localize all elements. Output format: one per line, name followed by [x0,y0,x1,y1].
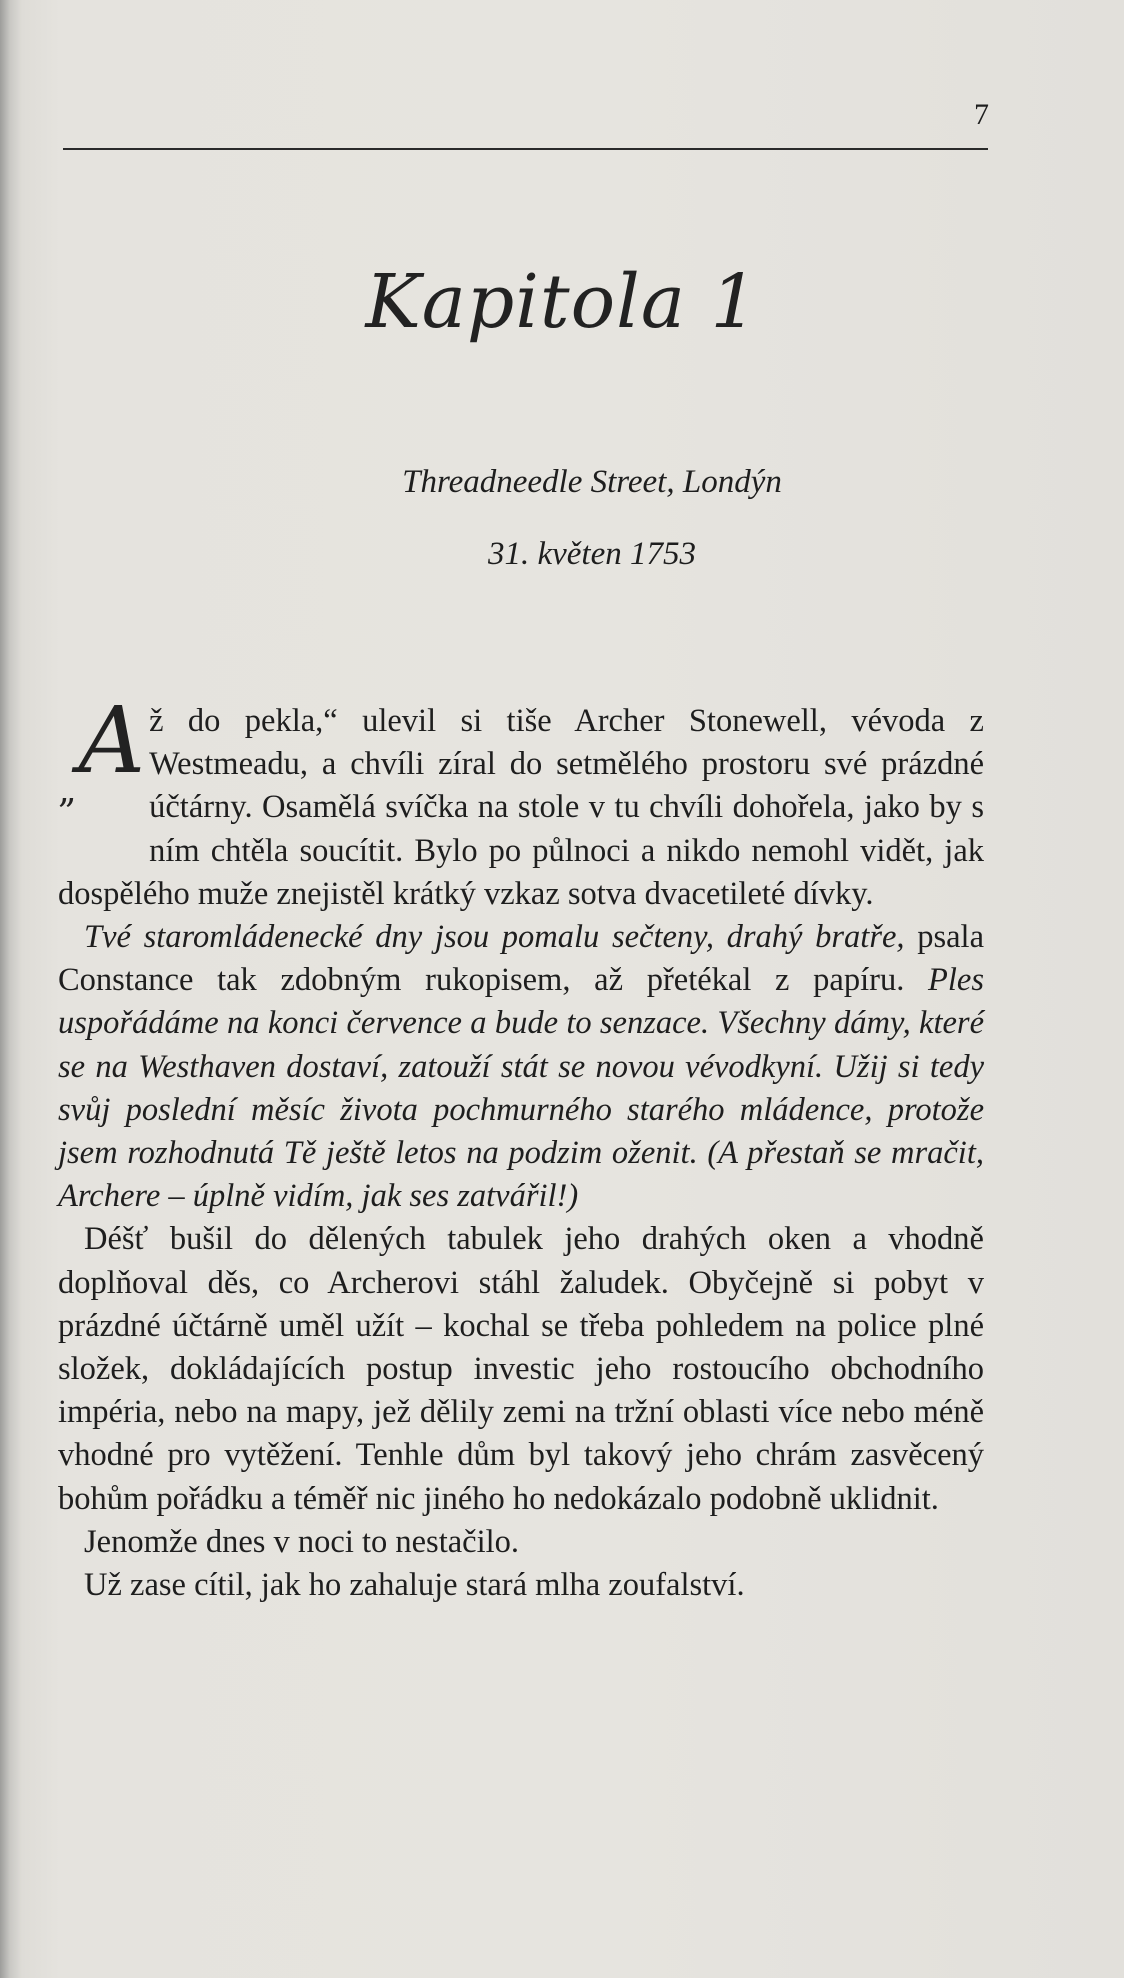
chapter-place: Threadneedle Street, Londýn [402,464,782,500]
chapter-date: 31. květen 1753 [487,536,696,572]
chapter-title: Kapitola 1 [365,259,759,345]
paragraph-2 [58,916,984,1218]
paragraph-5: Už zase cítil, jak ho zahaluje stará mlha zoufalství. [84,1567,745,1604]
header-rule [63,148,988,150]
drop-cap [58,687,146,830]
page-number: 7 [974,98,989,131]
paragraph-3: Déšť bušil do dělených tabulek jeho drahých oken a vhodně doplňoval děs, co Archerovi stáhl žaludek. Obyčejně si pobyt v prázdné účtárně uměl užít – kochal se třeba pohledem na police plné složek, dokládajících postup investic jeho rostoucího obchodního impéria, nebo na mapy, jež dělily zemi na tržní oblasti více nebo méně vhodné pro vytěžení. Tenhle dům byl takový jeho chrám zasvěcený bohům pořádku a téměř nic jiného ho nedokázalo podobně uklidnit. [58,1221,984,1517]
narration-a: psala Constance tak zdobným rukopisem, až přetékal z papíru. [58,919,984,999]
drop-cap-letter: A [78,687,146,794]
paragraph-4: Jenomže dnes v noci to nestačilo. [84,1523,520,1560]
paragraph-1-text: ž do pekla,“ ulevil si tiše Archer Stonewell, vévoda z Westmeadu, a chvíli zíral do setmělého prostoru své prázdné účtárny. Osamělá svíčka na stole v tu chvíli dohořela, jako by s ním chtěla soucítit. Bylo po půlnoci a nikdo nemohl vidět, jak dospělého muže znejistěl krátký vzkaz sotva dvacetileté dívky. [58,703,984,912]
letter-quote-b: Ples uspořádáme na konci července a bude to senzace. Všechny dámy, které se na Westhaven dostaví, zatouží stát se novou vévodkyní. Užij si tedy svůj poslední měsíc života pochmurného starého mládence, protože jsem rozhodnutá Tě ještě letos na podzim oženit. (A přestaň se mračit, Archere – úplně vidím, jak ses zatvářil!) [58,962,984,1215]
letter-quote-a: Tvé staromládenecké dny jsou pomalu sečteny, drahý bratře, [84,919,905,956]
body-text [58,687,984,1607]
paragraph-1 [58,687,984,916]
opening-quote: „ [58,770,77,811]
